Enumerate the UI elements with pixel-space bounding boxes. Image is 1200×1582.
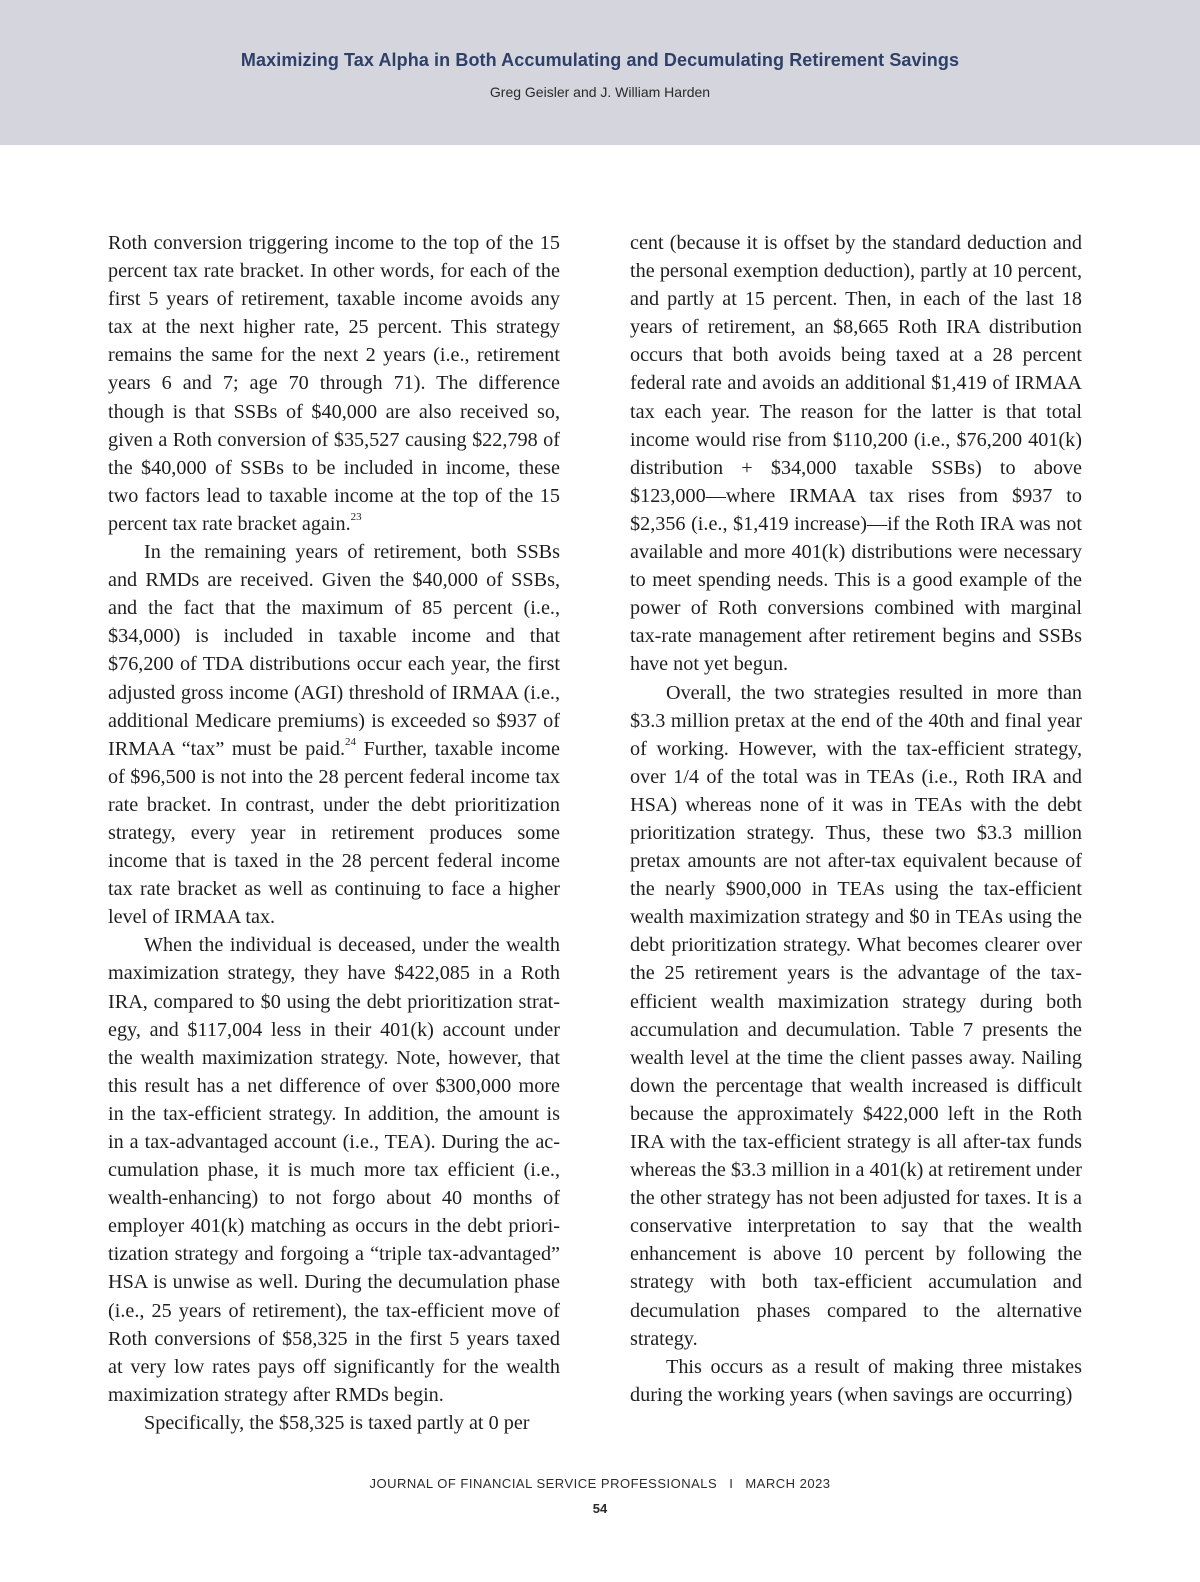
paragraph-text: Roth conversion triggering income to the top of the 15 percent tax rate bracket. In other words, for each of the first 5 years of retirement, taxable income avoids any tax at the next higher rate, 25 percent. This strategy remains the same for the next 2 years (i.e., retirement years 6 and 7; age 70 through 71). The difference though is that SSBs of $40,000 are also received so, given a Roth conversion of $35,527 causing $22,798 of the $40,000 of SSBs to be included in income, these two factors lead to taxable income at the top of the 15 percent tax rate bracket again. bbox=[108, 232, 560, 535]
paragraph-text: In the remaining years of retirement, both SSBs and RMDs are received. Given the $40,000 of SSBs, and the fact that the maximum of 85 percent (i.e., $34,000) is included in taxable income and that $76,200 of TDA distributions occur each year, the first adjusted gross income (AGI) threshold of IRMAA (i.e., additional Medicare premiums) is exceeded so $937 of IRMAA “tax” must be paid. bbox=[108, 541, 560, 760]
right-column bbox=[630, 229, 1082, 1409]
article-title: Maximizing Tax Alpha in Both Accumulating and Decumulating Retirement Savings bbox=[240, 50, 960, 70]
paragraph bbox=[108, 229, 560, 538]
footer-separator: I bbox=[729, 1476, 734, 1491]
paragraph: This occurs as a result of making three mistakes during the working years (when savings are occurring) bbox=[630, 1355, 1082, 1406]
issue-date: MARCH 2023 bbox=[745, 1476, 831, 1491]
paragraph: cent (because it is offset by the standard deduction and the personal exemption deduction), partly at 10 percent, and partly at 15 percent. Then, in each of the last 18 years of retirement, an $8,665 Roth IRA distribution occurs that both avoids being taxed at a 28 percent federal rate and avoids an additional $1,419 of IRMAA tax each year. The reason for the latter is that total income would rise from $110,200 (i.e., $76,200 401(k) distribution + $34,000 taxable SSBs) to above $123,000—where IRMAA tax rises from $937 to $2,356 (i.e., $1,419 increase)—if the Roth IRA was not available and more 401(k) distributions were necessary to meet spending needs. This is a good example of the power of Roth conversions combined with marginal tax-rate management after retirement begins and SSBs have not yet begun. bbox=[630, 232, 1082, 676]
journal-name: JOURNAL OF FINANCIAL SERVICE PROFESSIONALS bbox=[369, 1476, 718, 1491]
footnote-ref: 24 bbox=[345, 735, 357, 748]
paragraph: Specifically, the $58,325 is taxed partly at 0 per bbox=[144, 1411, 530, 1434]
page-footer bbox=[0, 1476, 1200, 1491]
header-band bbox=[0, 0, 1200, 145]
left-column bbox=[108, 229, 560, 1437]
paragraph: When the individual is deceased, under the wealth maximization strategy, they have $422,085 in a Roth IRA, compared to $0 using the debt prioritization strategy, and $117,004 less in their 401(k) account under the wealth maximization strategy. Note, however, that this result has a net difference of over $300,000 more in the tax-efficient strategy. In addition, the amount is in a tax-advantaged account (i.e., TEA). During the accumulation phase, it is much more tax efficient (i.e., wealth-enhancing) to not forgo about 40 months of employer 401(k) matching as occurs in the debt prioritization strategy and forgoing a “triple tax-advantaged” HSA is unwise as well. During the decumulation phase (i.e., 25 years of retirement), the tax-efficient move of Roth conversions of $58,325 in the first 5 years taxed at very low rates pays off significantly for the wealth maximization strategy after RMDs begin. bbox=[108, 934, 560, 1406]
paragraph: Overall, the two strategies resulted in more than $3.3 million pretax at the end of the 40th and final year of working. However, with the tax-efficient strategy, over 1/4 of the total was in TEAs (i.e., Roth IRA and HSA) whereas none of it was in TEAs with the debt prioritization strategy. Thus, these two $3.3 million pretax amounts are not after-tax equivalent because of the nearly $900,000 in TEAs using the tax-efficient wealth maximization strategy and $0 in TEAs using the debt prioritization strategy. What becomes clearer over the 25 retirement years is the advantage of the tax-efficient wealth maximization strategy during both accumulation and decumulation. Table 7 presents the wealth level at the time the client passes away. Nailing down the percentage that wealth increased is difficult because the approximately $422,000 left in the Roth IRA with the tax-efficient strategy is all after-tax funds whereas the $3.3 million in a 401(k) at retirement under the other strategy has not been adjusted for taxes. It is a conservative interpretation to say that the wealth enhancement is above 10 percent by following the strategy with both tax-efficient accumulation and decumulation phases compared to the alternative strategy. bbox=[630, 681, 1082, 1350]
article-authors: Greg Geisler and J. William Harden bbox=[489, 84, 711, 100]
footnote-ref: 23 bbox=[350, 511, 362, 524]
paragraph-text: Further, taxable income of $96,500 is not into the 28 percent federal income tax rate bracket. In contrast, under the debt prioritization strategy, every year in retirement produces some income that is taxed in the 28 percent federal income tax rate bracket as well as continuing to face a higher level of IRMAA tax. bbox=[108, 737, 561, 929]
paragraph bbox=[108, 538, 560, 931]
page-number: 54 bbox=[592, 1501, 608, 1516]
